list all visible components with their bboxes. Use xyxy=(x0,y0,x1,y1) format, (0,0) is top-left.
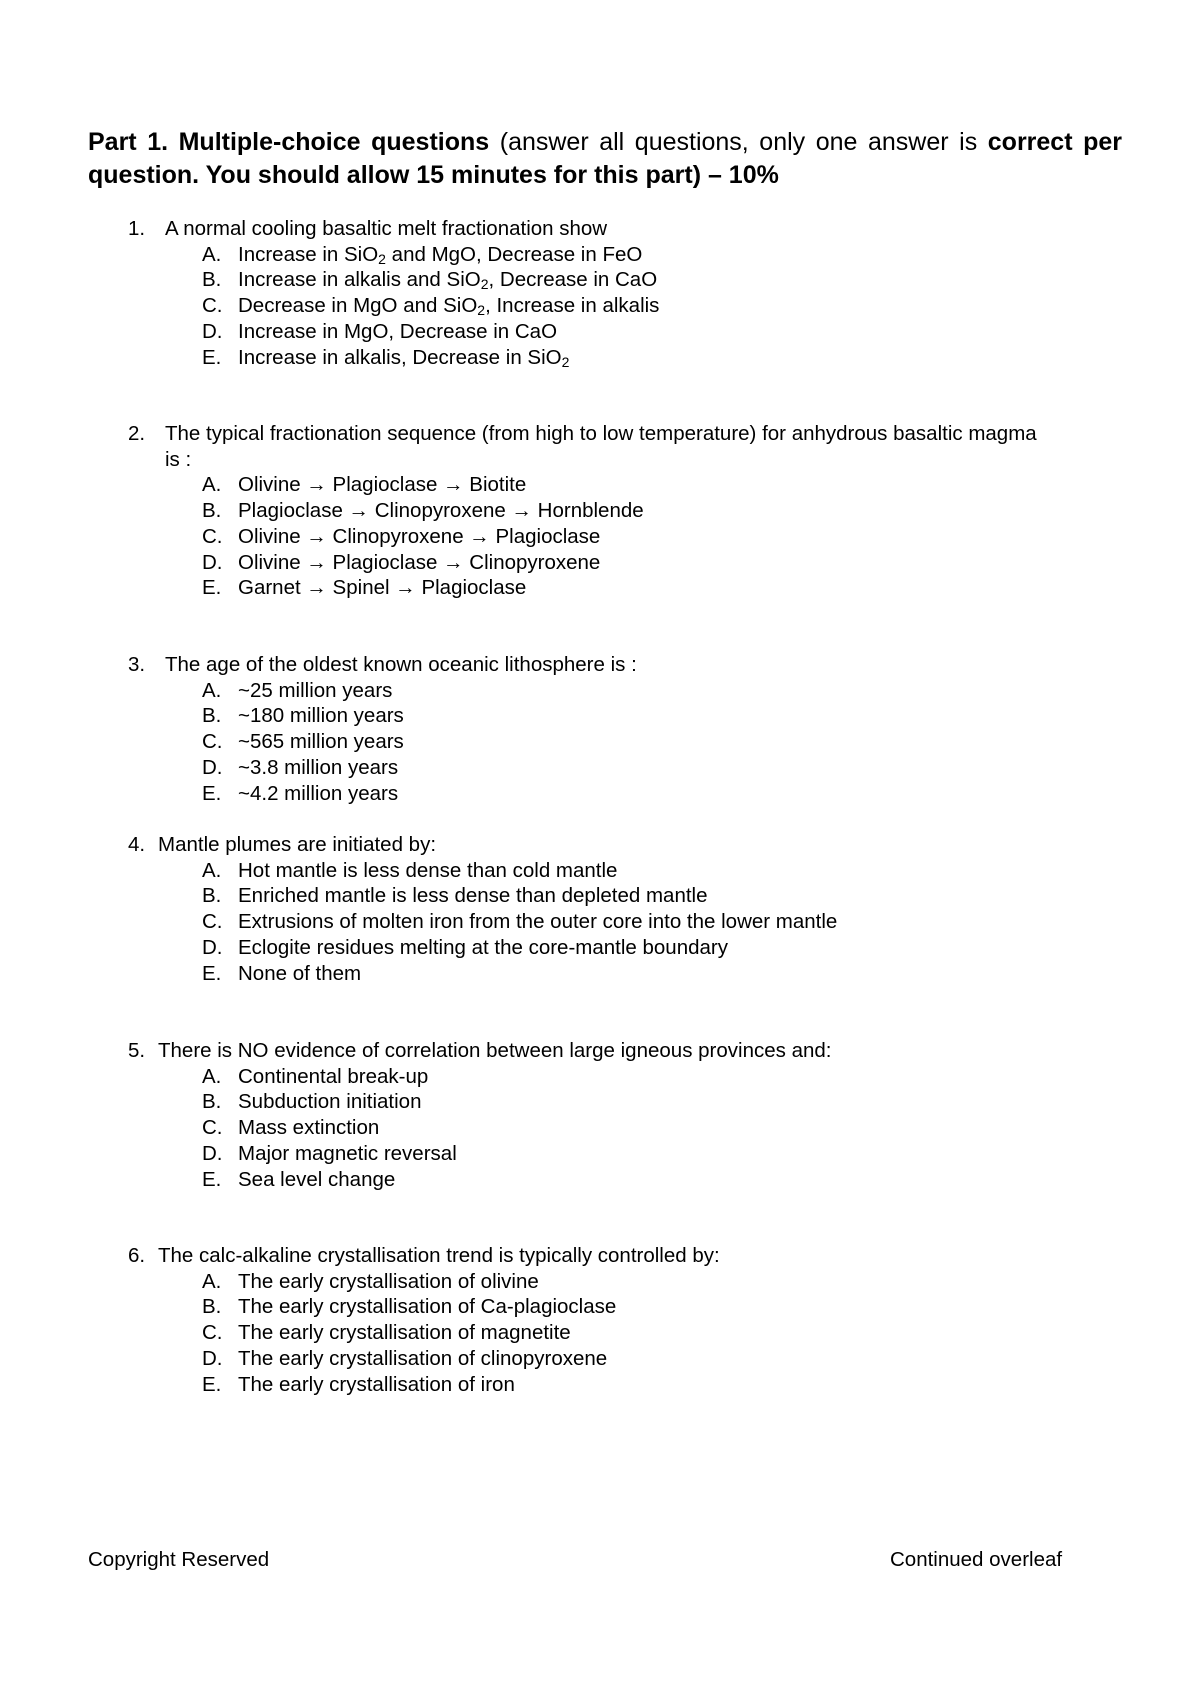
option-list xyxy=(128,472,1128,601)
question-number: 6. xyxy=(128,1244,146,1267)
question-text: The age of the oldest known oceanic lithosphere is : xyxy=(165,653,637,676)
option-text: Increase in alkalis, Decrease in SiO$_2$ xyxy=(238,345,570,370)
option-letter: E. xyxy=(202,1167,222,1191)
option-text: The early crystallisation of Ca-plagioclase xyxy=(238,1295,617,1319)
question-number: 4. xyxy=(128,833,146,856)
question-number: 2. xyxy=(128,422,146,445)
option-a[interactable] xyxy=(128,678,1128,704)
option-e[interactable] xyxy=(128,781,1128,807)
option-letter: D. xyxy=(202,1346,223,1370)
option-text: Enriched mantle is less dense than depleted mantle xyxy=(238,884,708,908)
option-d[interactable] xyxy=(128,550,1128,576)
option-e[interactable] xyxy=(128,1167,1128,1193)
option-letter: E. xyxy=(202,1372,222,1396)
option-text: Plagioclase → Clinopyroxene → Hornblende xyxy=(238,499,644,523)
option-text: Increase in MgO, Decrease in CaO xyxy=(238,319,558,343)
question-stem xyxy=(128,421,1128,447)
continued-footer: Continued overleaf xyxy=(890,1548,1063,1571)
option-letter: C. xyxy=(202,730,223,754)
question-stem xyxy=(128,832,1128,858)
option-text: Mass extinction xyxy=(238,1116,380,1140)
option-text: ~25 million years xyxy=(238,678,393,702)
option-letter: A. xyxy=(202,678,222,702)
option-text: Continental break-up xyxy=(238,1064,429,1088)
question-number: 5. xyxy=(128,1039,146,1062)
option-text: Extrusions of molten iron from the outer core into the lower mantle xyxy=(238,910,838,934)
option-letter: D. xyxy=(202,319,223,343)
question-stem xyxy=(128,1038,1128,1064)
option-b[interactable] xyxy=(128,1294,1128,1320)
option-text: Garnet → Spinel → Plagioclase xyxy=(238,576,527,600)
question-3 xyxy=(128,652,1128,806)
option-a[interactable] xyxy=(128,242,1128,268)
part-instruction: (answer all questions, only one answer is xyxy=(499,128,978,156)
option-c[interactable] xyxy=(128,1320,1128,1346)
option-letter: D. xyxy=(202,935,223,959)
option-a[interactable] xyxy=(128,472,1128,498)
option-letter: B. xyxy=(202,1295,222,1319)
option-letter: A. xyxy=(202,473,222,497)
option-letter: C. xyxy=(202,294,223,318)
option-letter: B. xyxy=(202,499,222,523)
option-text: The early crystallisation of iron xyxy=(238,1372,515,1396)
option-text: Olivine → Clinopyroxene → Plagioclase xyxy=(238,524,601,548)
option-text: Decrease in MgO and SiO$_2$, Increase in alkalis xyxy=(238,294,660,319)
option-letter: A. xyxy=(202,1269,222,1293)
option-d[interactable] xyxy=(128,319,1128,345)
option-list xyxy=(128,242,1128,371)
option-a[interactable] xyxy=(128,858,1128,884)
option-b[interactable] xyxy=(128,498,1128,524)
question-1 xyxy=(128,216,1128,370)
option-letter: B. xyxy=(202,884,222,908)
option-c[interactable] xyxy=(128,1115,1128,1141)
part-heading xyxy=(88,126,1122,192)
question-5 xyxy=(128,1038,1128,1192)
option-list xyxy=(128,678,1128,807)
option-text: Sea level change xyxy=(238,1167,396,1191)
option-text: The early crystallisation of clinopyroxene xyxy=(238,1346,608,1370)
option-e[interactable] xyxy=(128,345,1128,371)
option-text: The early crystallisation of olivine xyxy=(238,1269,539,1293)
part-label: Part 1. Multiple-choice questions xyxy=(88,128,490,156)
option-letter: E. xyxy=(202,961,222,985)
option-list xyxy=(128,858,1128,987)
option-b[interactable] xyxy=(128,883,1128,909)
option-d[interactable] xyxy=(128,1346,1128,1372)
option-text: Olivine → Plagioclase → Biotite xyxy=(238,473,527,497)
option-letter: C. xyxy=(202,910,223,934)
question-2 xyxy=(128,421,1128,601)
question-number: 3. xyxy=(128,653,146,676)
option-letter: C. xyxy=(202,524,223,548)
option-letter: B. xyxy=(202,704,222,728)
option-letter: D. xyxy=(202,550,223,574)
option-d[interactable] xyxy=(128,935,1128,961)
option-c[interactable] xyxy=(128,524,1128,550)
question-stem-continued xyxy=(128,447,1128,473)
option-letter: E. xyxy=(202,781,222,805)
question-stem xyxy=(128,216,1128,242)
question-text: There is NO evidence of correlation between large igneous provinces and: xyxy=(158,1039,832,1062)
option-letter: B. xyxy=(202,268,222,292)
option-e[interactable] xyxy=(128,575,1128,601)
option-d[interactable] xyxy=(128,755,1128,781)
option-letter: D. xyxy=(202,1141,223,1165)
option-letter: A. xyxy=(202,242,222,266)
option-letter: C. xyxy=(202,1321,223,1345)
option-text: None of them xyxy=(238,961,362,985)
option-d[interactable] xyxy=(128,1141,1128,1167)
option-text: Increase in SiO$_2$ and MgO, Decrease in FeO xyxy=(238,242,643,267)
question-text: A normal cooling basaltic melt fractionation show xyxy=(165,217,608,240)
option-text: Increase in alkalis and SiO$_2$, Decrease in CaO xyxy=(238,268,658,293)
option-e[interactable] xyxy=(128,961,1128,987)
option-e[interactable] xyxy=(128,1372,1128,1398)
option-text: Major magnetic reversal xyxy=(238,1141,457,1165)
option-letter: D. xyxy=(202,755,223,779)
option-b[interactable] xyxy=(128,703,1128,729)
option-text: Subduction initiation xyxy=(238,1090,422,1114)
option-c[interactable] xyxy=(128,729,1128,755)
question-stem xyxy=(128,652,1128,678)
option-list xyxy=(128,1064,1128,1193)
option-letter: E. xyxy=(202,345,222,369)
option-text: Olivine → Plagioclase → Clinopyroxene xyxy=(238,550,601,574)
option-letter: E. xyxy=(202,576,222,600)
question-text: The calc-alkaline crystallisation trend is typically controlled by: xyxy=(158,1244,720,1267)
question-text-continued: is : xyxy=(165,447,192,471)
option-a[interactable] xyxy=(128,1269,1128,1295)
option-text: Eclogite residues melting at the core-mantle boundary xyxy=(238,935,728,959)
question-stem xyxy=(128,1243,1128,1269)
option-c[interactable] xyxy=(128,909,1128,935)
question-text: The typical fractionation sequence (from high to low temperature) for anhydrous basaltic magma xyxy=(165,422,1037,445)
option-b[interactable] xyxy=(128,1089,1128,1115)
option-letter: C. xyxy=(202,1116,223,1140)
question-4 xyxy=(128,832,1128,986)
option-text: ~4.2 million years xyxy=(238,781,399,805)
option-text: The early crystallisation of magnetite xyxy=(238,1321,571,1345)
option-text: ~565 million years xyxy=(238,730,404,754)
option-letter: A. xyxy=(202,1064,222,1088)
option-b[interactable] xyxy=(128,267,1128,293)
option-text: ~180 million years xyxy=(238,704,404,728)
question-number: 1. xyxy=(128,217,146,240)
question-6 xyxy=(128,1243,1128,1397)
option-list xyxy=(128,1269,1128,1398)
option-letter: B. xyxy=(202,1090,222,1114)
option-text: ~3.8 million years xyxy=(238,755,399,779)
option-text: Hot mantle is less dense than cold mantle xyxy=(238,858,618,882)
copyright-footer: Copyright Reserved xyxy=(88,1548,270,1571)
option-c[interactable] xyxy=(128,293,1128,319)
option-a[interactable] xyxy=(128,1064,1128,1090)
option-letter: A. xyxy=(202,858,222,882)
part-instruction-continued: correct per question. You should allow 15 minutes for this part) – 10% xyxy=(88,128,1122,189)
question-text: Mantle plumes are initiated by: xyxy=(158,833,437,856)
